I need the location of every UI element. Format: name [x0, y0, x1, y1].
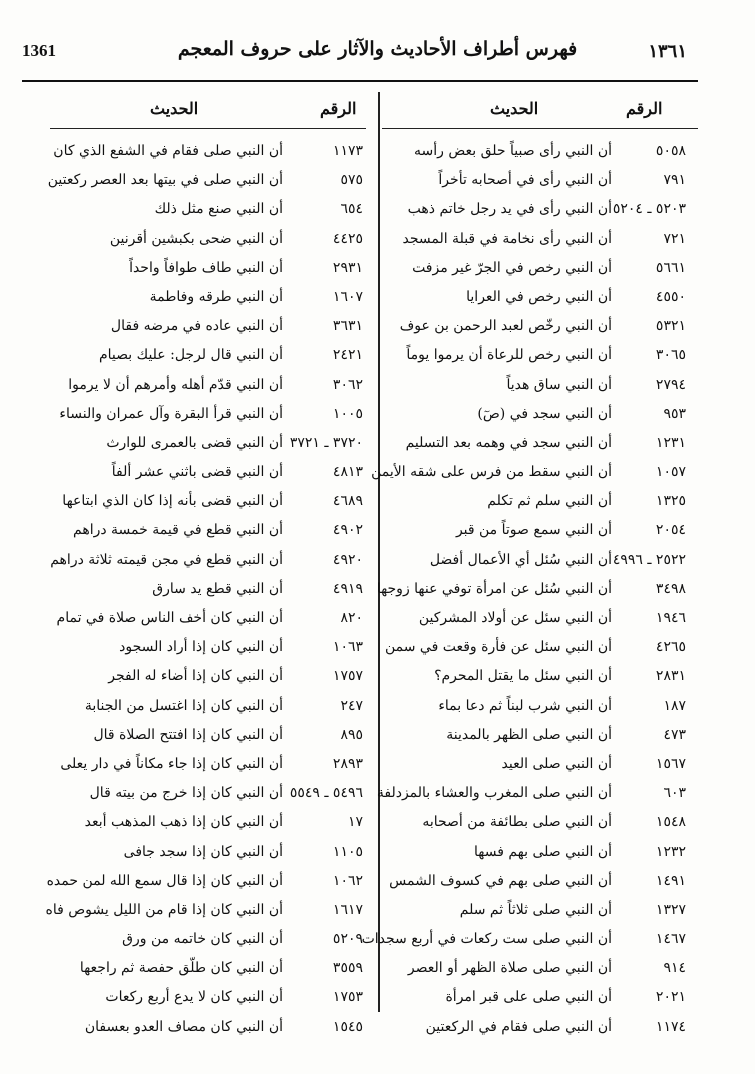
index-entry	[380, 286, 710, 315]
index-entry	[40, 228, 375, 257]
entry-hadith-text: أن النبي كان إذا سجد جافى	[123, 843, 283, 860]
entry-number: ٥٦٦١	[655, 259, 686, 276]
index-entry	[380, 724, 710, 753]
index-entry	[40, 665, 375, 694]
left-hadith-header: الحديث	[150, 99, 199, 118]
index-entry	[40, 519, 375, 548]
entry-hadith-text: أن النبي سمع صوتاً من قبر	[455, 522, 612, 539]
entry-hadith-text: أن النبي سقط من فرس على شقه الأيمن	[371, 464, 612, 481]
entry-hadith-text: أن النبي رأى في أصحابه تأخراً	[438, 172, 612, 189]
index-entry	[380, 841, 710, 870]
entry-number: ٥٠٥٨	[655, 143, 686, 159]
index-entry	[380, 1016, 710, 1045]
entry-hadith-text: أن النبي كان إذا اغتسل من الجنابة	[84, 697, 283, 714]
entry-number: ٣٦٣١	[332, 318, 363, 335]
page-number-arabic: ١٣٦١	[648, 41, 687, 62]
entry-hadith-text: أن النبي ساق هدياً	[506, 376, 612, 393]
entry-number: ٢٠٢١	[655, 989, 686, 1006]
entry-hadith-text: أن النبي صلى الظهر بالمدينة	[446, 726, 612, 743]
index-entry	[40, 899, 375, 928]
entry-hadith-text: أن النبي قدّم أهله وأمرهم أن لا يرموا	[68, 376, 283, 393]
entry-hadith-text: أن النبي قضى بأنه إذا كان الذي ابتاعها	[62, 493, 283, 510]
entry-number: ١٣٢٥	[655, 493, 686, 510]
entry-hadith-text: أن النبي صلى على قبر امرأة	[445, 989, 612, 1006]
index-entry	[40, 461, 375, 490]
entry-number: ٦٠٣	[663, 785, 686, 802]
entry-hadith-text: أن النبي رخّص لعبد الرحمن بن عوف	[399, 318, 612, 335]
entry-hadith-text: أن النبي سئل ما يقتل المحرم؟	[434, 668, 612, 685]
entry-hadith-text: أن النبي كان لا يدع أربع ركعات	[105, 989, 283, 1006]
index-entry	[40, 841, 375, 870]
entry-number: ٨٩٥	[340, 726, 363, 743]
entry-number: ١٥٤٨	[655, 814, 686, 831]
entry-hadith-text: أن النبي سُئل أي الأعمال أفضل	[429, 551, 612, 568]
entry-number: ٣٠٦٢	[332, 376, 363, 393]
entry-number: ٣٤٩٨	[655, 580, 686, 597]
index-entry	[380, 753, 710, 782]
entry-hadith-text: أن النبي صلى فقام في الركعتين	[425, 1018, 612, 1035]
entry-hadith-text: أن النبي كان إذا ذهب المذهب أبعد	[84, 814, 283, 831]
entry-number: ٥٧٥	[340, 172, 363, 189]
entry-hadith-text: أن النبي قضى بالعمرى للوارث	[106, 434, 283, 451]
entry-number: ٩٥٣	[663, 405, 686, 422]
index-entry	[376, 578, 710, 607]
index-entry	[380, 198, 710, 227]
entry-hadith-text: أن النبي كان إذا جاء مكاناً في دار يعلى	[60, 755, 283, 772]
entry-number: ٥٢٠٩	[332, 931, 363, 948]
index-entry	[380, 665, 710, 694]
entry-hadith-text: أن النبي كان إذا قال سمع الله لمن حمده	[46, 872, 283, 889]
entry-hadith-text: أن النبي كان مصاف العدو بعسفان	[84, 1018, 283, 1035]
entry-number: ٤٩٠٢	[332, 522, 363, 539]
entry-hadith-text: أن النبي صلى ست ركعات في أربع سجدات	[361, 931, 612, 948]
index-entry	[380, 228, 710, 257]
entry-number: ٤٥٥٠	[655, 288, 686, 305]
entry-number: ٤٤٢٥	[332, 230, 363, 247]
entry-number: ٩١٤	[663, 960, 686, 977]
index-entry	[40, 928, 375, 957]
index-entry	[376, 782, 710, 811]
entry-number: ١٨٧	[663, 697, 686, 714]
index-entry	[40, 636, 375, 665]
entry-hadith-text: أن النبي سجد في (صٓ)	[477, 405, 612, 422]
entry-number: ٧٢١	[663, 230, 686, 247]
index-entry	[40, 374, 375, 403]
entry-hadith-text: أن النبي صلى فقام في الشفع الذي كان	[53, 143, 283, 159]
entry-number: ١٦٠٧	[332, 288, 363, 305]
index-entry	[380, 607, 710, 636]
entry-number: ١٠٦٣	[332, 639, 363, 656]
index-entry	[380, 140, 710, 169]
index-entry	[380, 403, 710, 432]
entry-number: ٤٩٢٠	[332, 551, 363, 568]
index-entry	[40, 753, 375, 782]
index-entry	[40, 811, 375, 840]
index-entry	[380, 957, 710, 986]
header-rule	[22, 80, 698, 82]
entry-hadith-text: أن النبي عاده في مرضه فقال	[110, 318, 283, 335]
entry-number: ٦٥٤	[340, 201, 363, 218]
entry-number: ٧٩١	[663, 172, 686, 189]
entry-number: ١٥٤٥	[332, 1018, 363, 1035]
index-entry	[40, 344, 375, 373]
entry-number: ٢٥٢٢ ـ ٤٩٩٦	[612, 551, 686, 568]
index-entry	[40, 286, 375, 315]
entry-number: ١٢٣٢	[655, 843, 686, 860]
index-entry	[40, 315, 375, 344]
entry-hadith-text: أن النبي سلم ثم تكلم	[487, 493, 612, 510]
entry-number: ١٣٢٧	[655, 901, 686, 918]
entry-number: ٤٩١٩	[332, 580, 363, 597]
index-entry	[380, 899, 710, 928]
index-entry	[380, 636, 710, 665]
entry-number: ١٢٣١	[655, 434, 686, 451]
entry-hadith-text: أن النبي صلى بهم فسها	[473, 843, 612, 860]
entry-number: ٤٨١٣	[332, 464, 363, 481]
index-entry	[40, 870, 375, 899]
entry-number: ٣٧٢٠ ـ ٣٧٢١	[289, 434, 363, 451]
entry-hadith-text: أن النبي قطع في مجن قيمته ثلاثة دراهم	[50, 551, 283, 568]
entry-hadith-text: أن النبي صلى ثلاثاً ثم سلم	[459, 901, 612, 918]
entry-number: ١٧	[347, 814, 363, 831]
entry-number: ١٧٥٣	[332, 989, 363, 1006]
index-entry	[40, 257, 375, 286]
index-entry	[40, 986, 375, 1015]
index-entry	[40, 549, 375, 578]
entry-hadith-text: أن النبي قضى باثني عشر ألفاً	[111, 464, 283, 481]
entry-hadith-text: أن النبي صلى في بيتها بعد العصر ركعتين	[47, 172, 283, 189]
entry-number: ٤٢٦٥	[655, 639, 686, 656]
entry-hadith-text: أن النبي رخص في العرايا	[466, 288, 612, 305]
entry-number: ١٠٥٧	[655, 464, 686, 481]
entry-hadith-text: أن النبي صلى بهم في كسوف الشمس	[389, 872, 612, 889]
entry-hadith-text: أن النبي رأى صبياً حلق بعض رأسه	[413, 143, 612, 159]
index-entry	[371, 461, 710, 490]
entry-hadith-text: أن النبي صلى بطائفة من أصحابه	[422, 814, 612, 831]
entry-number: ١٤٩١	[655, 872, 686, 889]
index-entry	[40, 140, 375, 169]
entry-number: ٤٧٣	[663, 726, 686, 743]
entry-hadith-text: أن النبي ضحى بكبشين أقرنين	[109, 230, 283, 247]
entry-number: ٢٨٣١	[655, 668, 686, 685]
entry-number: ٢٠٥٤	[655, 522, 686, 539]
entry-number: ٢٤٧	[340, 697, 363, 714]
entry-hadith-text: أن النبي سئل عن فأرة وقعت في سمن	[384, 639, 612, 656]
entry-number: ٤٦٨٩	[332, 493, 363, 510]
index-entry	[40, 957, 375, 986]
index-entry	[380, 870, 710, 899]
index-entry	[40, 1016, 375, 1045]
entry-number: ١٧٥٧	[332, 668, 363, 685]
entry-hadith-text: أن النبي سجد في وهمه بعد التسليم	[405, 434, 612, 451]
entry-number: ٢٨٩٣	[332, 755, 363, 772]
entry-hadith-text: أن النبي رأى في يد رجل خاتم ذهب	[407, 201, 612, 218]
entry-hadith-text: أن النبي كان إذا قام من الليل يشوص فاه	[45, 901, 283, 918]
right-index-column	[361, 140, 710, 1045]
index-entry	[380, 169, 710, 198]
entry-number: ٢٤٢١	[332, 347, 363, 364]
entry-hadith-text: أن النبي قال لرجل: عليك بصيام	[99, 347, 283, 364]
entry-number: ٥٢٠٣ ـ ٥٢٠٤	[612, 201, 686, 218]
entry-number: ١١٧٤	[655, 1018, 686, 1035]
entry-number: ١٠٠٥	[332, 405, 363, 422]
entry-hadith-text: أن النبي قطع يد سارق	[152, 580, 283, 597]
left-index-column	[40, 140, 375, 1045]
entry-number: ٢٧٩٤	[655, 376, 686, 393]
entry-hadith-text: أن النبي رخص للرعاة أن يرموا يوماً	[406, 347, 612, 364]
entry-number: ٥٣٢١	[655, 318, 686, 335]
index-entry	[40, 490, 375, 519]
entry-hadith-text: أن النبي سئل عن أولاد المشركين	[418, 610, 612, 626]
index-entry	[380, 490, 710, 519]
entry-hadith-text: أن النبي صلى المغرب والعشاء بالمزدلفة	[376, 785, 612, 802]
entry-number: ٨٢٠	[340, 610, 363, 626]
entry-hadith-text: أن النبي كان أخف الناس صلاة في تمام	[56, 610, 283, 626]
entry-number: ١٩٤٦	[655, 610, 686, 626]
entry-hadith-text: أن النبي كان طلّق حفصة ثم راجعها	[79, 960, 283, 977]
entry-hadith-text: أن النبي قرأ البقرة وآل عمران والنساء	[59, 405, 283, 422]
entry-number: ١٠٦٢	[332, 872, 363, 889]
right-hadith-header: الحديث	[490, 99, 539, 118]
index-entry	[380, 257, 710, 286]
entry-hadith-text: أن النبي صلى صلاة الظهر أو العصر	[407, 960, 612, 977]
entry-hadith-text: أن النبي طاف طوافاً واحداً	[129, 259, 283, 276]
entry-hadith-text: أن النبي كان إذا افتتح الصلاة قال	[93, 726, 283, 743]
index-entry	[380, 811, 710, 840]
index-entry	[40, 695, 375, 724]
index-entry	[40, 169, 375, 198]
entry-hadith-text: أن النبي كان إذا خرج من بيته قال	[89, 785, 283, 802]
page-title: فهرس أطراف الأحاديث والآثار على حروف المعجم	[177, 38, 578, 60]
right-number-header: الرقم	[626, 99, 663, 118]
index-entry	[380, 695, 710, 724]
index-entry	[40, 578, 375, 607]
index-entry	[380, 432, 710, 461]
index-entry	[380, 519, 710, 548]
entry-number: ١٤٦٧	[655, 931, 686, 948]
index-entry	[380, 315, 710, 344]
entry-number: ٣٥٥٩	[332, 960, 363, 977]
entry-hadith-text: أن النبي صنع مثل ذلك	[154, 201, 283, 218]
entry-hadith-text: أن النبي سُئل عن امرأة توفي عنها زوجها	[376, 580, 612, 597]
entry-number: ٣٠٦٥	[655, 347, 686, 364]
entry-number: ٥٤٩٦ ـ ٥٥٤٩	[289, 785, 363, 802]
left-number-header: الرقم	[320, 99, 357, 118]
right-header-rule	[382, 128, 698, 129]
left-header-rule	[50, 128, 366, 129]
index-entry	[380, 986, 710, 1015]
entry-hadith-text: أن النبي طرقه وفاطمة	[149, 288, 283, 305]
entry-hadith-text: أن النبي كان خاتمه من ورق	[122, 931, 283, 948]
entry-hadith-text: أن النبي رخص في الجرّ غير مزفت	[412, 259, 612, 276]
entry-number: ١١٠٥	[332, 843, 363, 860]
index-entry	[380, 549, 710, 578]
entry-hadith-text: أن النبي رأى نخامة في قبلة المسجد	[402, 230, 612, 247]
index-entry	[40, 403, 375, 432]
index-entry	[40, 724, 375, 753]
entry-hadith-text: أن النبي كان إذا أضاء له الفجر	[108, 668, 283, 685]
index-entry	[40, 607, 375, 636]
index-entry	[40, 432, 375, 461]
entry-number: ٢٩٣١	[332, 259, 363, 276]
page-number-latin: 1361	[22, 41, 56, 60]
index-entry	[40, 198, 375, 227]
index-entry	[40, 782, 375, 811]
index-entry	[361, 928, 710, 957]
entry-number: ١٦١٧	[332, 901, 363, 918]
entry-hadith-text: أن النبي كان إذا أراد السجود	[119, 639, 283, 656]
index-entry	[380, 374, 710, 403]
entry-hadith-text: أن النبي شرب لبناً ثم دعا بماء	[438, 697, 612, 714]
entry-number: ١١٧٣	[332, 143, 363, 159]
index-entry	[380, 344, 710, 373]
entry-hadith-text: أن النبي صلى العيد	[501, 755, 612, 772]
entry-hadith-text: أن النبي قطع في قيمة خمسة دراهم	[73, 522, 283, 539]
entry-number: ١٥٦٧	[655, 755, 686, 772]
